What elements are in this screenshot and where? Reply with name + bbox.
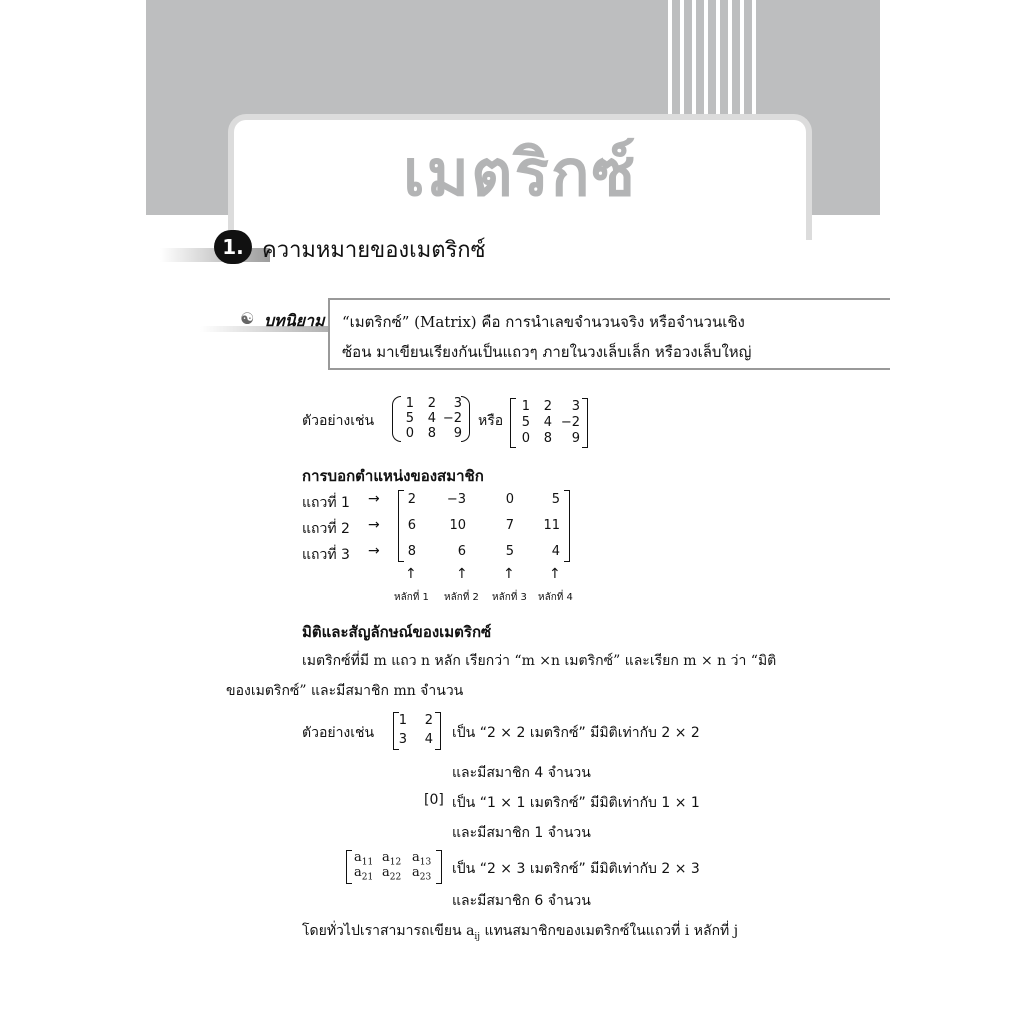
- matrix-2x3: [346, 850, 442, 884]
- row-label: แถวที่ 1: [302, 495, 350, 511]
- position-heading: การบอกตำแหน่งของสมาชิก: [302, 467, 484, 485]
- dimension-heading: มิติและสัญลักษณ์ของเมตริกซ์: [302, 623, 492, 641]
- matrix-cell: 5: [505, 544, 514, 559]
- matrix-cell: 1: [521, 399, 530, 414]
- matrix-subscript: 11: [361, 857, 374, 868]
- example-label: ตัวอย่างเช่น: [302, 725, 375, 741]
- matrix-cell: 1: [398, 713, 407, 728]
- matrix-cell: 4: [427, 411, 436, 426]
- header-stripe: [668, 0, 672, 118]
- matrix-cell: 2: [424, 713, 433, 728]
- up-arrow-icon: ↑: [503, 566, 515, 582]
- matrix-cell: 0: [505, 492, 514, 507]
- header-stripe: [752, 0, 756, 118]
- matrix-cell: a: [412, 865, 420, 880]
- matrix-cell: 5: [521, 415, 530, 430]
- matrix-cell: 4: [551, 544, 560, 559]
- header-stripe: [740, 0, 744, 118]
- closing-text: โดยทั่วไปเราสามารถเขียน a: [302, 923, 475, 939]
- matrix-cell: 7: [505, 518, 514, 533]
- right-arrow-icon: →: [368, 491, 380, 507]
- matrix-2x2-count: และมีสมาชิก 4 จำนวน: [452, 765, 591, 781]
- matrix-paren: [392, 396, 470, 442]
- closing-subscript: ij: [474, 931, 481, 942]
- matrix-2x3-count: และมีสมาชิก 6 จำนวน: [452, 893, 591, 909]
- section-number: 1.: [214, 230, 252, 264]
- matrix-cell: 3: [453, 396, 462, 411]
- right-arrow-icon: →: [368, 517, 380, 533]
- matrix-cell: a: [382, 850, 390, 865]
- matrix-cell: 9: [453, 426, 462, 441]
- header-stripe: [716, 0, 720, 118]
- matrix-cell: 2: [543, 399, 552, 414]
- matrix-cell: 5: [551, 492, 560, 507]
- matrix-cell: 0: [521, 431, 530, 446]
- matrix-cell: 8: [543, 431, 552, 446]
- column-label: หลักที่ 3: [492, 592, 527, 603]
- header-stripe: [680, 0, 684, 118]
- up-arrow-icon: ↑: [549, 566, 561, 582]
- matrix-cell: 10: [449, 518, 466, 533]
- matrix-cell: 3: [571, 399, 580, 414]
- definition-line-2: ซ้อน มาเขียนเรียงกันเป็นแถวๆ ภายในวงเล็บเล็ก หรือวงเล็บใหญ่: [342, 343, 752, 361]
- matrix-2x2-desc: เป็น “2 × 2 เมตริกซ์” มีมิติเท่ากับ 2 × 2: [452, 725, 700, 741]
- closing-sentence: [302, 920, 738, 942]
- matrix-2x3-desc: เป็น “2 × 3 เมตริกซ์” มีมิติเท่ากับ 2 × 3: [452, 861, 700, 877]
- matrix-cell: a: [412, 850, 420, 865]
- matrix-cell: −2: [442, 411, 462, 426]
- matrix-cell: −2: [560, 415, 580, 430]
- column-label: หลักที่ 4: [538, 592, 573, 603]
- matrix-cell: 8: [407, 544, 416, 559]
- matrix-cell: a: [354, 850, 362, 865]
- matrix-1x1: [0]: [424, 792, 444, 808]
- up-arrow-icon: ↑: [405, 566, 417, 582]
- matrix-subscript: 13: [419, 857, 432, 868]
- matrix-cell: a: [382, 865, 390, 880]
- column-label: หลักที่ 2: [444, 592, 479, 603]
- matrix-cell: 1: [405, 396, 414, 411]
- right-arrow-icon: →: [368, 543, 380, 559]
- matrix-cell: 2: [407, 492, 416, 507]
- closing-text: แทนสมาชิกของเมตริกซ์ในแถวที่ i หลักที่ j: [480, 923, 739, 939]
- matrix-subscript: 21: [361, 872, 374, 883]
- molecule-icon: ☯: [240, 309, 255, 328]
- matrix-1x1-count: และมีสมาชิก 1 จำนวน: [452, 825, 591, 841]
- matrix-cell: 4: [543, 415, 552, 430]
- definition-label: บทนิยาม: [264, 311, 325, 330]
- header-stripe: [728, 0, 732, 118]
- matrix-cell: 11: [543, 518, 560, 533]
- matrix-cell: 6: [407, 518, 416, 533]
- page-title: เมตริกซ์: [402, 137, 638, 211]
- row-label: แถวที่ 3: [302, 547, 350, 563]
- matrix-subscript: 12: [389, 857, 402, 868]
- matrix-bracket: [510, 398, 588, 448]
- matrix-cell: 4: [424, 732, 433, 747]
- definition-line-1: “เมตริกซ์” (Matrix) คือ การนำเลขจำนวนจริง หรือจำนวนเชิง: [342, 313, 745, 331]
- example-label: ตัวอย่างเช่น: [302, 413, 375, 429]
- header-stripe: [704, 0, 708, 118]
- matrix-cell: 0: [405, 426, 414, 441]
- matrix-1x1-desc: เป็น “1 × 1 เมตริกซ์” มีมิติเท่ากับ 1 × 1: [452, 795, 700, 811]
- dimension-paragraph-line-1: เมตริกซ์ที่มี m แถว n หลัก เรียกว่า “m ×n เมตริกซ์” และเรียก m × n ว่า “มิติ: [302, 653, 777, 669]
- matrix-cell: 5: [405, 411, 414, 426]
- dimension-paragraph-line-2: ของเมตริกซ์” และมีสมาชิก mn จำนวน: [226, 683, 464, 699]
- matrix-cell: 9: [571, 431, 580, 446]
- matrix-cell: −3: [446, 492, 466, 507]
- or-text: หรือ: [478, 413, 504, 429]
- matrix-cell: 8: [427, 426, 436, 441]
- position-matrix: [398, 490, 570, 562]
- up-arrow-icon: ↑: [456, 566, 468, 582]
- matrix-cell: 3: [398, 732, 407, 747]
- header-stripe: [692, 0, 696, 118]
- row-label: แถวที่ 2: [302, 521, 350, 537]
- column-label: หลักที่ 1: [394, 592, 429, 603]
- section-title: ความหมายของเมตริกซ์: [262, 238, 486, 263]
- matrix-cell: 6: [457, 544, 466, 559]
- matrix-cell: a: [354, 865, 362, 880]
- matrix-cell: 2: [427, 396, 436, 411]
- matrix-subscript: 22: [389, 872, 402, 883]
- matrix-subscript: 23: [419, 872, 432, 883]
- matrix-2x2: [393, 712, 441, 750]
